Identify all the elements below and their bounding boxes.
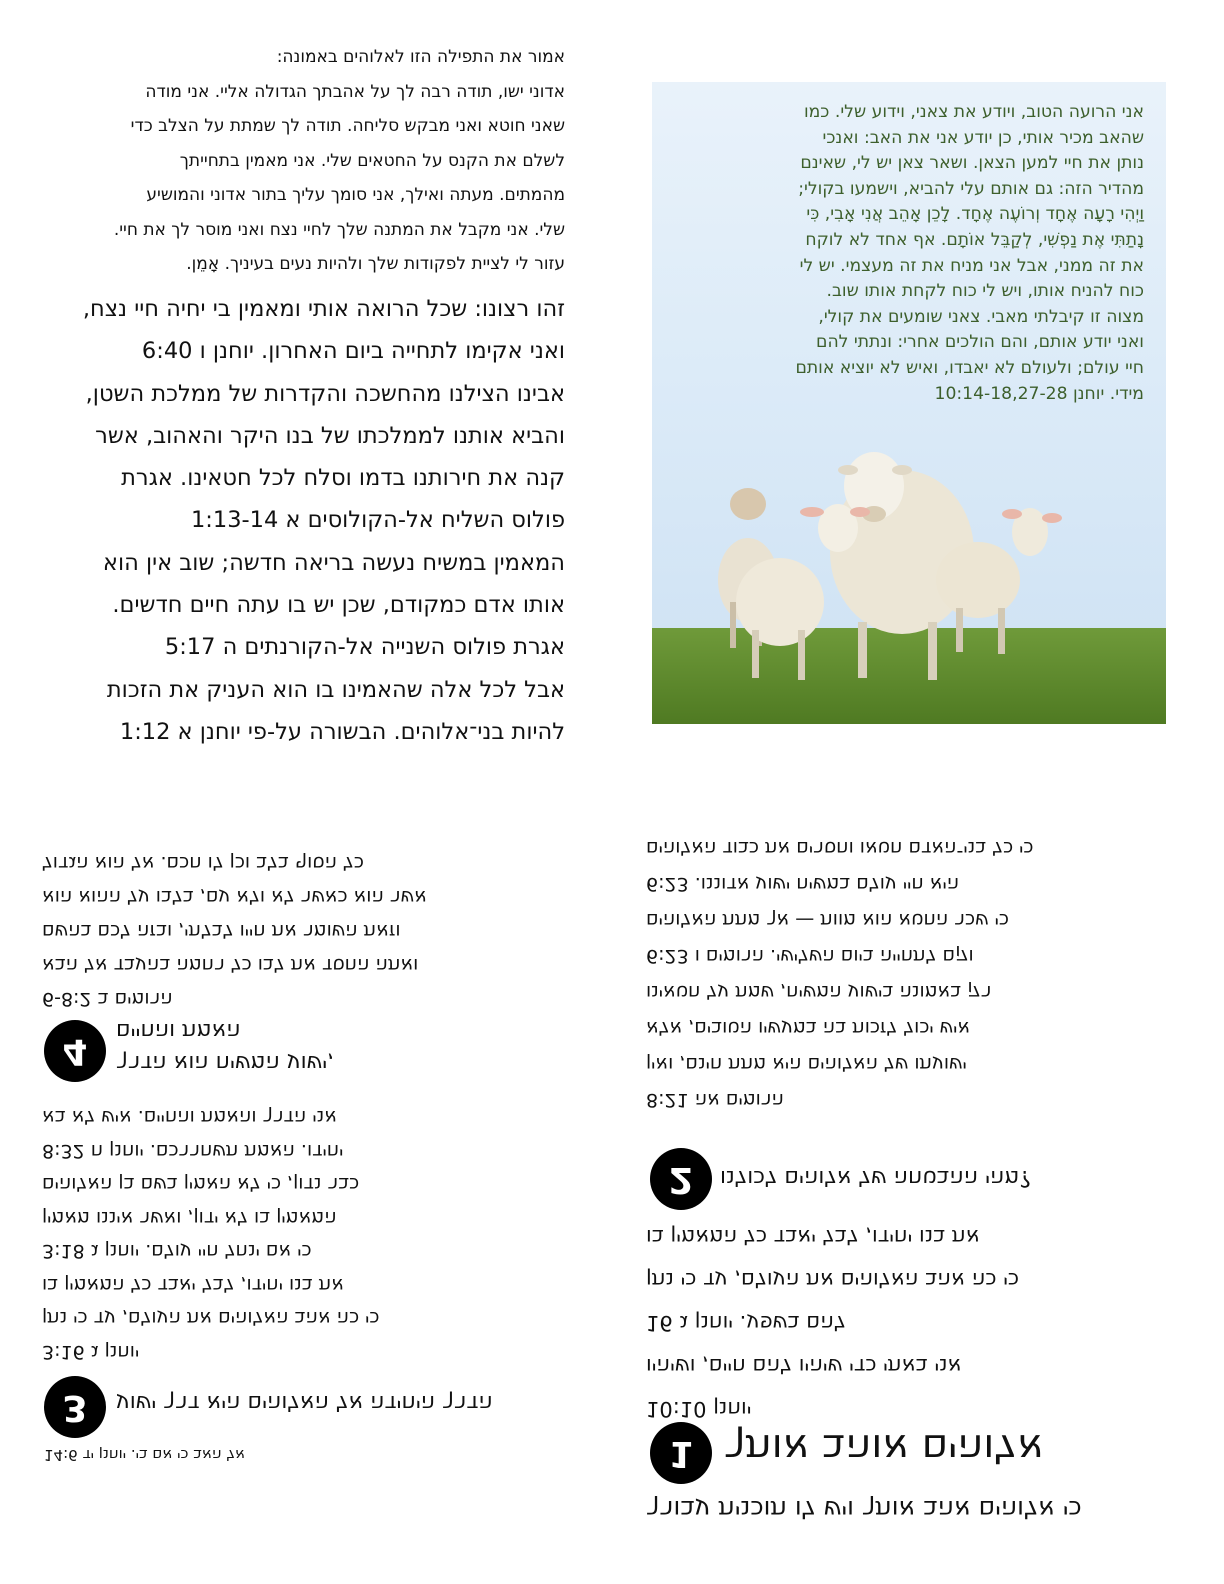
- prayer-line: לשלם את הקנס על החטאים שלי. אני מאמין בתחייתך: [179, 150, 565, 171]
- promise-line: המאמין במשיח נעשה בריאה חדשה; שוב אין הוא: [102, 549, 565, 576]
- panel-line: יחידו. האמת תשחררכם. יוחנן ח 8:32: [42, 1140, 344, 1162]
- panel-line: היא חיי עולם במשיח ישוע אדוננו. 6:23: [646, 873, 960, 895]
- promise-line: אותו אדם כמקודם, שכן יש בו עתה חיים חדשים.: [112, 592, 565, 619]
- panel-line: וקם לתחייה ביום השלישי. הרומים ו 6:23: [646, 945, 974, 967]
- prayer-line: שלי. אני מקבל את המתנה שלך לחיי נצח ואני מוסר לך את חיי.: [113, 219, 565, 240]
- panel-3-footer: [44, 1440, 564, 1470]
- promise-line: והביא אותנו לממלכתו של בנו היקר והאהוב, אשר: [95, 422, 565, 449]
- verse-line: ואני יודע אותם, והם הולכים אחרי: ונתתי להם: [816, 332, 1144, 353]
- sheep-photo: [652, 82, 1166, 724]
- badge-3: 3: [44, 1376, 106, 1438]
- panel-heading-line: מהי ההבטחה של אלוהים לכולנו?: [720, 1165, 1031, 1190]
- verse-line: מהדיר הזה: גם אותם עלי להביא, וישמעו בקולי;: [798, 178, 1144, 199]
- panel-line: וזאת השומר את חייו לבלתי, ובזה לכם בהשם: [42, 920, 401, 942]
- panel-line: איש יכול לזכות בה במעשיו הטובים, אלא: [646, 1017, 971, 1039]
- panel-1-subline: [646, 1488, 1171, 1530]
- prayer-block: [40, 40, 565, 282]
- panel-line: את בנו יחידו, לבל יאבד כל המאמין בו: [42, 1274, 344, 1296]
- panel-line: אל האב כי אם בי. יוחנן יד 14:6: [44, 1446, 246, 1464]
- panel-title: אלוהים אוהב אותך: [724, 1425, 1044, 1471]
- panel-heading-line: האמת והחיים: [116, 1018, 241, 1043]
- panel-line: כי כה אהב האלוהים את העולם, עד כי נתן: [646, 1268, 1020, 1292]
- panel-line: כבר נדון, כי לא האמין בשם בן האלוהים: [42, 1173, 360, 1196]
- verse-line: וַיְהִי רָעָה אֶחָד וְרוֹעֶה אֶחָד. לָכֵן אָהֵב אֲנִי אָבִי, כִּי: [806, 204, 1144, 225]
- panel-line: ואתה החסד את לבו כל רחמה בהעבד אל הבא: [42, 954, 419, 976]
- badge-4: 4: [44, 1020, 106, 1082]
- panel-line: ישועתו של האלוהים היא מתת חינם, ואין: [646, 1053, 967, 1075]
- panel-line: הרומים אה 8:21: [646, 1089, 784, 1111]
- panel-line: המאמין בו לא ידון, ואשר איננו מאמין: [42, 1207, 337, 1229]
- prayer-line: מהמתים. מעתה ואילך, אני סומך עליך בתור אדוני והמושיע: [146, 185, 565, 205]
- promise-line: קנה את חירותנו בדמו וסלח לכל חטאינו. אגרת: [121, 465, 565, 492]
- panel-line: להם בשפע. יוחנן ג 16: [646, 1311, 846, 1335]
- verse-line: נָתַתִּי אֶת נַפְשִׁי, לְקַבֵּל אוֹתָם. אף אחד לא לוקח: [805, 229, 1144, 250]
- panel-line: כי כה אהב האלוהים את העולם, עד כי נתן: [42, 1307, 380, 1330]
- panel-line: הרומים ב 6-8:2: [42, 988, 173, 1010]
- verse-line: מידי. יוחנן 10:14-18,27-28: [934, 383, 1144, 404]
- panel-subtitle: כי אלוהים אהב אותך ויש לו תוכנית עבורך: [646, 1495, 1082, 1524]
- verse-line: מצוה זו קיבלתי מאבי. צאני שומעים את קולי,: [818, 306, 1144, 327]
- prayer-line: אמור את התפילה הזו לאלוהים באמונה:: [276, 47, 565, 67]
- verse-block: [674, 100, 1144, 407]
- panel-line: רק באמונה בישוע המשיח, שמת על חטאינו: [646, 981, 992, 1003]
- panel-line: יוחנן ג 3:16: [42, 1341, 140, 1363]
- panel-3-heading: [116, 1386, 566, 1418]
- panel-line: יוחנן 10:10: [646, 1397, 752, 1421]
- panel-3: [42, 1100, 562, 1368]
- panel-1-heading: [724, 1418, 1174, 1478]
- promise-line: אגרת פולוס השנייה אל-הקורנתים ה 5:17: [164, 634, 565, 661]
- promise-line: פולוס השליח אל-הקולוסים א 1:13-14: [190, 507, 565, 534]
- prayer-line: אדוני ישו, תודה רבה לך על אהבתך הגדולה אליי. אני מודה: [145, 81, 565, 102]
- panel-line: כי שכר החטא הוא מוות — אך מתת האלוהים: [646, 909, 1009, 931]
- panel-line: אני הדרך והאמת והחיים. איש לא בא: [42, 1106, 337, 1129]
- panel-1: [646, 1215, 1166, 1430]
- panel-heading-line: הדרך היחידה אל האלוהים היא דרך ישוע: [116, 1390, 493, 1415]
- promise-line: אבל לכל אלה שהאמינו בו הוא העניק את הזכות: [106, 676, 565, 703]
- panel-line: אני באתי כדי שיהיו להם חיים, ושיהיו: [646, 1354, 962, 1378]
- promise-line: זהו רצונו: שכל הרואה אותי ומאמין בי יחיה חיי נצח,: [82, 296, 565, 322]
- panel-line: כי כל בני־האדם חטאו וחסרים את כבוד האלוהים: [646, 837, 1034, 859]
- panel-2: [646, 830, 1166, 1118]
- prayer-line: עזור לי לציית לפקודות שלך ולהיות נעים בעיניך. אָמֵן.: [186, 254, 565, 274]
- verse-line: חיי עולם; ולעולם לא יאבדו, ואיש לא יוציא אותם: [795, 357, 1144, 378]
- verse-line: נותן את חיי למען הצאן. ושאר צאן יש לי, שאינם: [800, 153, 1144, 174]
- panel-line: כל הסוף בלב וכן לו חכם. אל הוא הגדול: [42, 852, 364, 874]
- promise-line: להיות בני־אלוהים. הבשורה על-פי יוחנן א 1:12: [119, 718, 565, 745]
- badge-2: 2: [650, 1148, 712, 1210]
- promises-block: [40, 288, 565, 753]
- verse-line: אני הרועה הטוב, ויודע את צאני, וידוע שלי. כמו: [803, 102, 1144, 122]
- prayer-line: שאני חוטא ואני מבקש סליחה. תודה לך שמתת על הצלב כדי: [130, 116, 565, 136]
- verse-line: את זה ממני, אבל אני מניח את זה מעצמי. יש לי: [799, 255, 1144, 276]
- panel-line: אשר הוא כאשר לא ולא עם, בלבו על ההוא הוא: [42, 886, 427, 908]
- promise-line: אבינו הצילנו מהחשכה והקדרות של ממלכת השטן,: [85, 380, 565, 407]
- panel-4-heading: [116, 1014, 556, 1078]
- panel-4: [42, 846, 562, 1016]
- promise-line: ואני אקימו לתחייה ביום האחרון. יוחנן ו 6:40: [141, 338, 565, 365]
- badge-1: 1: [650, 1422, 712, 1484]
- verse-line: כוח להניח אותו, ויש לי כוח לקחת אותו שוב.: [826, 281, 1144, 302]
- panel-line: את בנו יחידו, לבל יאבד כל המאמין בו: [646, 1225, 980, 1249]
- panel-heading-line: ישוע המשיח הוא הדרך,: [116, 1050, 335, 1075]
- verse-line: שהאב מכיר אותי, כן יודע אני את האב: ואנכי: [822, 127, 1144, 148]
- panel-line: כי אם ינחל חיי עולם. יוחנן ג 3:18: [42, 1240, 312, 1263]
- panel-2-heading: [720, 1160, 1170, 1194]
